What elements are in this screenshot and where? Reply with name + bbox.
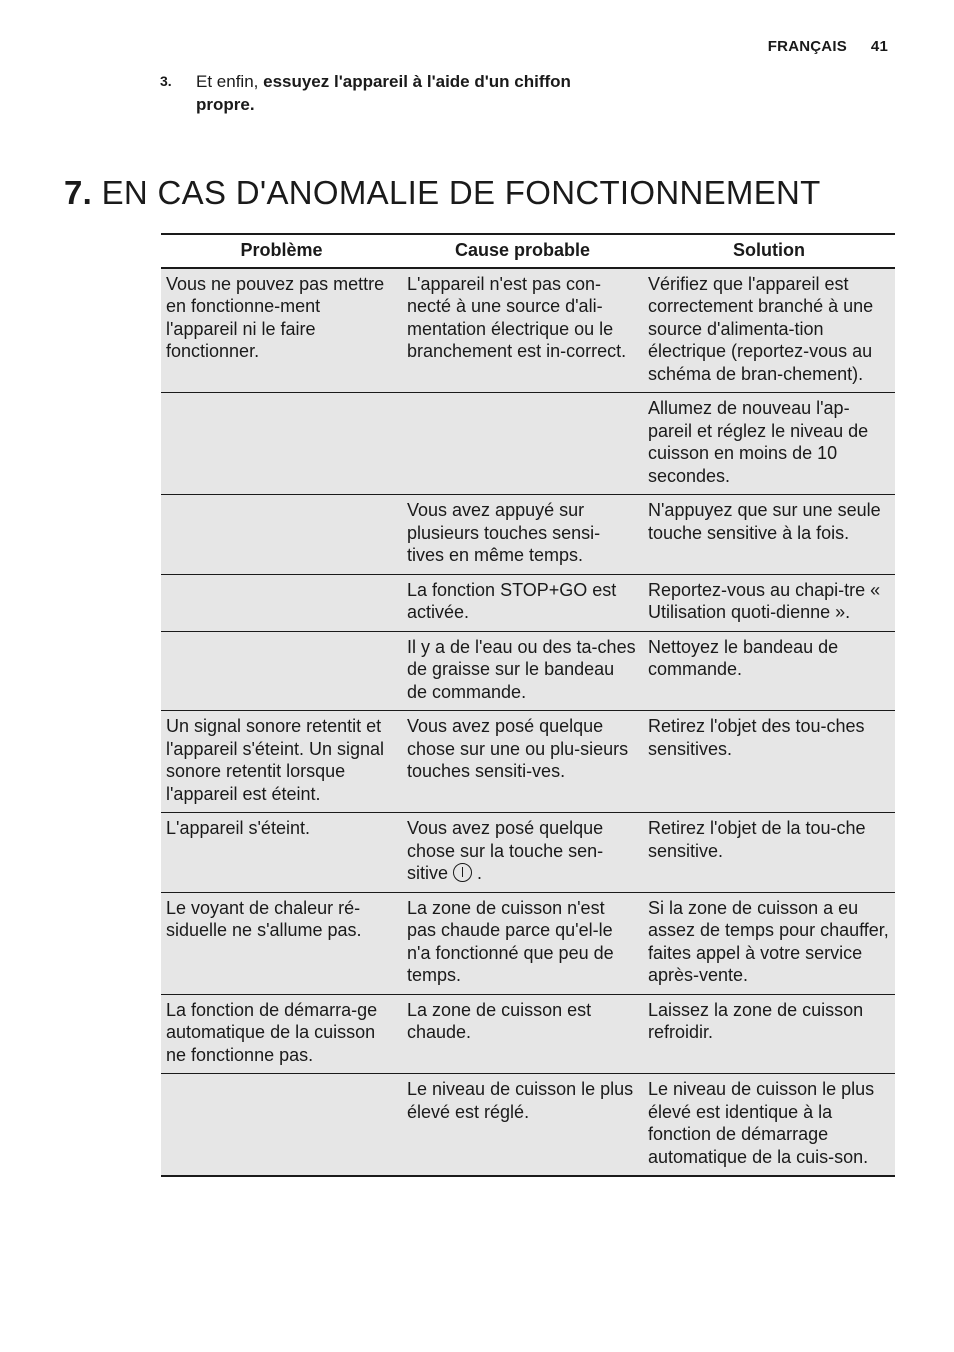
table-row [161, 393, 895, 495]
troubleshooting-table [161, 233, 895, 1177]
cell-problem [161, 1074, 402, 1177]
cell-problem: Le voyant de chaleur ré-siduelle ne s'allume pas. [161, 892, 402, 994]
cell-problem [161, 495, 402, 575]
cell-solution: Retirez l'objet de la tou-che sensitive. [643, 813, 895, 893]
table-row [161, 1074, 895, 1177]
cell-cause: Vous avez appuyé sur plusieurs touches sensi-tives en même temps. [402, 495, 643, 575]
section-heading [64, 174, 821, 212]
step-number: 3. [160, 73, 172, 89]
cause-text: Vous avez posé quelque chose sur la touche sen-sitive [407, 818, 604, 883]
section-title: EN CAS D'ANOMALIE DE FONCTIONNEMENT [101, 174, 821, 211]
power-icon [453, 863, 472, 882]
step-text-plain: Et enfin, [196, 72, 264, 91]
cell-solution: Laissez la zone de cuisson refroidir. [643, 994, 895, 1074]
cell-cause: Il y a de l'eau ou des ta-ches de graisse sur le bandeau de commande. [402, 631, 643, 711]
header-cause: Cause probable [402, 234, 643, 268]
step-text-bold: essuyez l'appareil à l'aide d'un chiffon propre. [196, 72, 571, 114]
table-row [161, 268, 895, 393]
cell-problem: L'appareil s'éteint. [161, 813, 402, 893]
cause-suffix: . [472, 863, 483, 883]
cell-problem [161, 574, 402, 631]
cell-cause: La zone de cuisson est chaude. [402, 994, 643, 1074]
cell-cause [402, 393, 643, 495]
cell-problem: La fonction de démarra-ge automatique de la cuisson ne fonctionne pas. [161, 994, 402, 1074]
cell-cause: La zone de cuisson n'est pas chaude parce qu'el-le n'a fonctionné que peu de temps. [402, 892, 643, 994]
header-solution: Solution [643, 234, 895, 268]
cell-problem [161, 393, 402, 495]
page-number: 41 [870, 38, 888, 55]
page-header [768, 38, 888, 55]
cell-solution: Le niveau de cuisson le plus élevé est identique à la fonction de démarrage automatique de la cuis-son. [643, 1074, 895, 1177]
cell-problem: Vous ne pouvez pas mettre en fonctionne-ment l'appareil ni le faire fonctionner. [161, 268, 402, 393]
table-row [161, 711, 895, 813]
cell-solution: Nettoyez le bandeau de commande. [643, 631, 895, 711]
cell-cause: L'appareil n'est pas con-necté à une source d'ali-mentation électrique ou le branchement est in-correct. [402, 268, 643, 393]
language-label: FRANÇAIS [767, 38, 847, 55]
table-row [161, 495, 895, 575]
cell-cause [402, 813, 643, 893]
table-row [161, 631, 895, 711]
step-3 [160, 70, 580, 116]
cell-solution: Reportez-vous au chapi-tre « Utilisation quoti-dienne ». [643, 574, 895, 631]
cell-solution: N'appuyez que sur une seule touche sensitive à la fois. [643, 495, 895, 575]
cell-cause: Le niveau de cuisson le plus élevé est réglé. [402, 1074, 643, 1177]
section-number: 7. [64, 174, 93, 211]
table-row [161, 574, 895, 631]
cell-problem [161, 631, 402, 711]
cell-solution: Allumez de nouveau l'ap-pareil et réglez le niveau de cuisson en moins de 10 secondes. [643, 393, 895, 495]
table-row [161, 994, 895, 1074]
cell-cause: La fonction STOP+GO est activée. [402, 574, 643, 631]
table-header-row [161, 234, 895, 268]
table-row [161, 892, 895, 994]
cell-solution: Retirez l'objet des tou-ches sensitives. [643, 711, 895, 813]
table-row [161, 813, 895, 893]
cell-problem: Un signal sonore retentit et l'appareil s'éteint. Un signal sonore retentit lorsque l'appareil est éteint. [161, 711, 402, 813]
cell-cause: Vous avez posé quelque chose sur une ou plu-sieurs touches sensiti-ves. [402, 711, 643, 813]
cell-solution: Si la zone de cuisson a eu assez de temps pour chauffer, faites appel à votre service après-vente. [643, 892, 895, 994]
cell-solution: Vérifiez que l'appareil est correctement branché à une source d'alimenta-tion électrique (reportez-vous au schéma de bran-chement). [643, 268, 895, 393]
step-text [196, 70, 580, 116]
header-problem: Problème [161, 234, 402, 268]
